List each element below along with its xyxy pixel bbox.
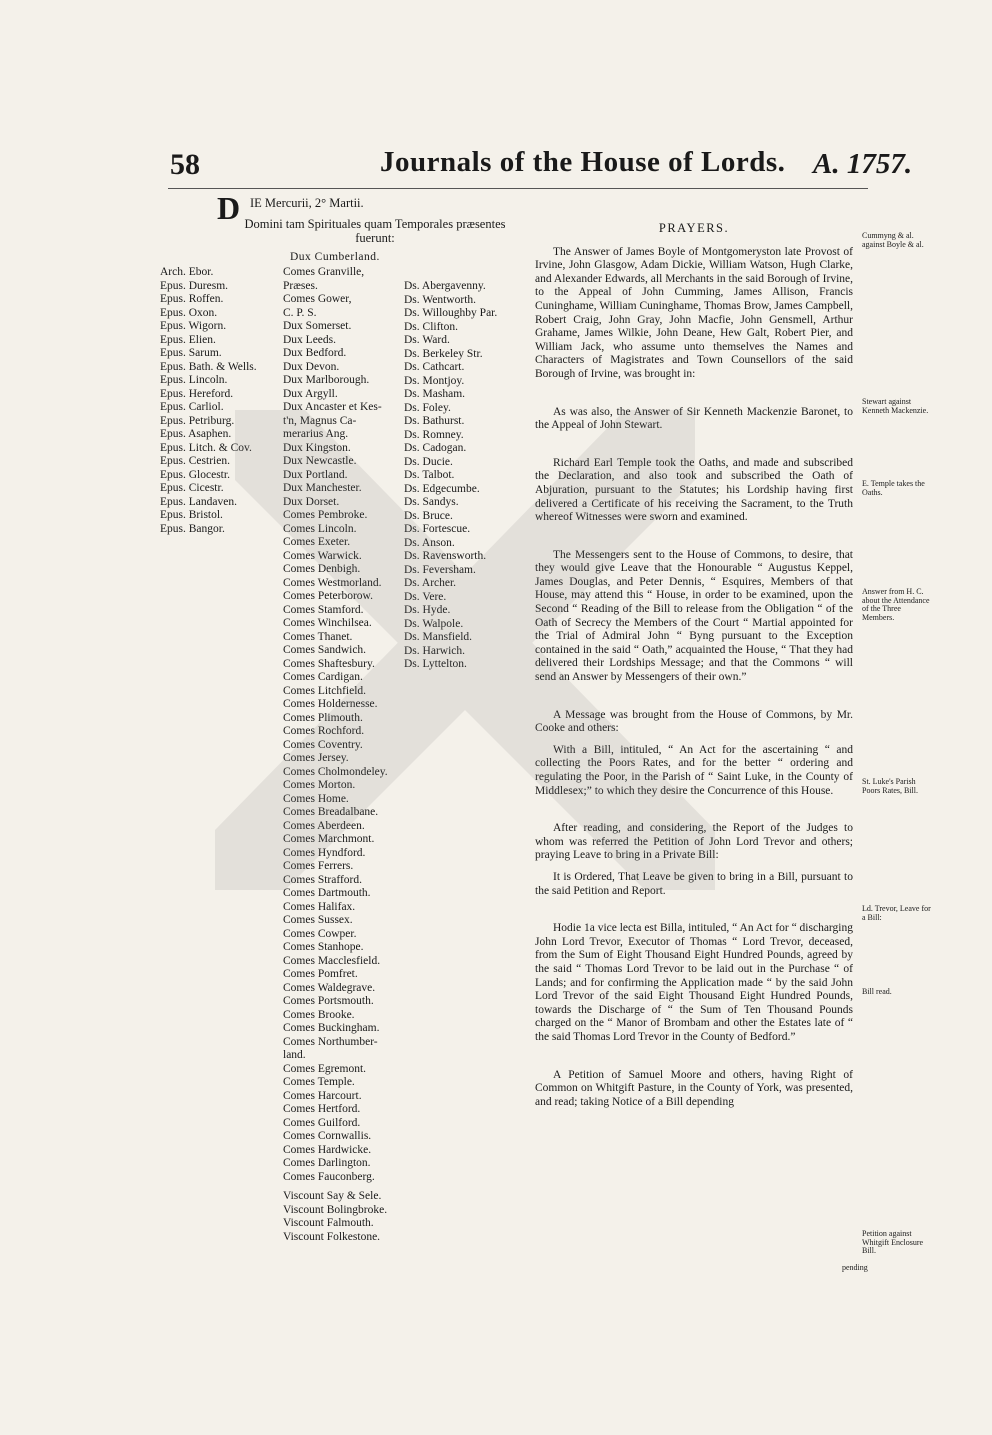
temporal-entry: Dux Somerset. (283, 320, 352, 332)
temporal-entry: Comes Gower, (283, 293, 352, 305)
temporal-entry: Dux Marlborough. (283, 374, 370, 386)
temporal-entry: Dux Manchester. (283, 482, 362, 494)
date-line: IE Mercurii, 2° Martii. (250, 196, 364, 210)
barons-list (404, 280, 497, 672)
temporal-entry: Comes Guilford. (283, 1116, 361, 1129)
temporal-entry: Comes Macclesfield. (283, 954, 381, 967)
barons-entry: Ds. Archer. (404, 577, 457, 589)
temporal-entry: Comes Peterborow. (283, 590, 373, 602)
spiritual-entry: Epus. Sarum. (160, 347, 222, 359)
temporal-entry: Comes Stamford. (283, 603, 364, 616)
temporal-entry: Comes Morton. (283, 779, 356, 791)
temporal-entry: Comes Sandwich. (283, 644, 367, 656)
temporal-entry: merarius Ang. (283, 428, 349, 440)
temporal-entry: Dux Newcastle. (283, 455, 357, 467)
spiritual-entry: Epus. Bristol. (160, 509, 223, 521)
barons-entry: Ds. Bathurst. (404, 415, 465, 427)
spiritual-entry: Epus. Cicestr. (160, 482, 224, 494)
paragraph-cummyng-answer: The Answer of James Boyle of Montgomeryston late Provost of Irvine, John Glasgow, Adam Dickie, William Watson, Hugh Clarke, and Alexander Edwards, all Merchants in the said Borough of Irvine, to the Appeal of John Cumming, James Allison, Francis Cuninghame, William Cuninghame, Thomas Brow, James Campbell, Robert Craig, John Gray, John Macfie, John Gensmell, Arthur Grahame, James Wilkie, John Deane, Hew Galt, Robert Pier, and William Jack, who assume unto themselves the Names and Characters of Magistrates and Town Counsellors of the said Borough of Irvine, was brought in: (535, 245, 853, 380)
spiritual-entry: Epus. Cestrien. (160, 455, 230, 467)
margin-note-whitgift: Petition against Whitgift Enclosure Bill. (862, 1229, 924, 1256)
spiritual-entry: Epus. Hereford. (160, 387, 234, 400)
temporal-entry: Dux Devon. (283, 360, 340, 373)
temporal-entry: Comes Dartmouth. (283, 887, 371, 899)
spiritual-entry: Epus. Litch. & Cov. (160, 441, 252, 454)
temporal-entry: Comes Cornwallis. (283, 1130, 372, 1142)
prayers-column (535, 222, 853, 1117)
temporal-entry: Comes Plimouth. (283, 711, 363, 724)
spiritual-entry: Arch. Ebor. (160, 266, 214, 278)
spiritual-entry: Epus. Roffen. (160, 293, 224, 305)
temporal-entry: Viscount Bolingbroke. (283, 1203, 388, 1216)
temporal-entry: Comes Coventry. (283, 738, 363, 751)
temporal-lords-list (283, 266, 388, 1244)
temporal-entry: Comes Westmorland. (283, 576, 382, 589)
spiritual-entry: Epus. Bath. & Wells. (160, 360, 257, 373)
barons-entry: Ds. Clifton. (404, 320, 458, 333)
barons-entry: Ds. Harwich. (404, 644, 465, 657)
barons-entry: Ds. Cathcart. (404, 361, 465, 373)
temporal-entry: Dux Bedford. (283, 347, 347, 359)
temporal-entry: Comes Thanet. (283, 630, 353, 643)
temporal-entry: Comes Lincoln. (283, 522, 357, 535)
page-title: Journals of the House of Lords. (380, 146, 786, 178)
temporal-entry: Viscount Falmouth. (283, 1217, 374, 1229)
margin-note-stewart: Stewart against Kenneth Mackenzie. (862, 397, 929, 415)
temporal-entry: Comes Pomfret. (283, 968, 358, 980)
temporal-entry: Comes Pembroke. (283, 509, 368, 521)
temporal-entry: Comes Brooke. (283, 1008, 355, 1021)
barons-entry: Ds. Ravensworth. (404, 550, 487, 562)
spiritual-lords-list (160, 266, 257, 536)
barons-entry: Ds. Walpole. (404, 617, 464, 630)
temporal-entry: Dux Argyll. (283, 387, 338, 400)
barons-entry: Ds. Anson. (404, 536, 455, 549)
temporal-entry: Comes Stanhope. (283, 941, 364, 953)
temporal-entry: Comes Shaftesbury. (283, 657, 375, 670)
barons-entry: Ds. Edgecumbe. (404, 482, 480, 495)
temporal-entry: Comes Cardigan. (283, 671, 363, 683)
spiritual-entry: Epus. Wigorn. (160, 320, 227, 332)
temporal-entry: Comes Portsmouth. (283, 995, 374, 1007)
temporal-entry: Comes Halifax. (283, 900, 356, 913)
paragraph-stewart-answer: As was also, the Answer of Sir Kenneth Mackenzie Baronet, to the Appeal of John Stewart. (535, 405, 853, 432)
spiritual-entry: Epus. Asaphen. (160, 428, 232, 440)
barons-entry: Ds. Lyttelton. (404, 658, 467, 670)
page-year: A. 1757. (813, 148, 913, 180)
temporal-entry: Comes Jersey. (283, 752, 349, 764)
temporal-entry: Comes Sussex. (283, 914, 353, 926)
barons-entry: Ds. Willoughby Par. (404, 307, 498, 319)
temporal-entry: Comes Winchilsea. (283, 617, 372, 629)
barons-entry: Ds. Ward. (404, 334, 450, 346)
temporal-entry: Viscount Folkestone. (283, 1230, 381, 1243)
spiritual-entry: Epus. Landaven. (160, 495, 237, 508)
margin-note-pending: pending (842, 1263, 868, 1272)
drop-cap: D (217, 190, 241, 226)
paragraph-temple-oaths: Richard Earl Temple took the Oaths, and made and subscribed the Declaration, and also took and subscribed the Oath of Abjuration, pursuant to the Statutes; his Lordship having first delivered a Certificate of his receiving the Sacrament, to the Truth whereof Witnesses were sworn and examined. (535, 456, 853, 524)
temporal-entry: Comes Waldegrave. (283, 981, 376, 994)
temporal-entry: Comes Buckingham. (283, 1022, 380, 1034)
barons-entry: Ds. Abergavenny. (404, 280, 486, 292)
temporal-entry: Comes Home. (283, 792, 349, 805)
spiritual-entry: Epus. Lincoln. (160, 374, 228, 386)
spiritual-entry: Epus. Oxon. (160, 306, 218, 319)
paragraph-message-commons: A Message was brought from the House of Commons, by Mr. Cooke and others: (535, 708, 853, 735)
temporal-entry: Comes Holdernesse. (283, 698, 378, 710)
temporal-entry: Præses. (283, 279, 318, 292)
temporal-entry: Comes Fauconberg. (283, 1170, 375, 1183)
barons-entry: Ds. Ducie. (404, 455, 453, 468)
margin-note-trevor-leave: Ld. Trevor, Leave for a Bill: (862, 904, 931, 922)
temporal-entry: Comes Hertford. (283, 1103, 361, 1115)
temporal-entry: Comes Rochford. (283, 725, 365, 737)
temporal-entry: Dux Kingston. (283, 441, 351, 454)
paragraph-trevor-report: After reading, and considering, the Report of the Judges to whom was referred the Petition of John Lord Trevor and others; praying Leave to bring in a Private Bill: (535, 822, 853, 862)
temporal-entry: Comes Harcourt. (283, 1089, 362, 1102)
temporal-entry: Comes Darlington. (283, 1157, 371, 1169)
margin-note-commons: Answer from H. C. about the Attendance of the Three Members. (862, 587, 930, 622)
temporal-heading: Dux Cumberland. (290, 251, 380, 263)
paragraph-trevor-bill: Hodie 1a vice lecta est Billa, intituled, “ An Act for “ discharging John Lord Trevor, Executor of Thomas “ Lord Trevor, deceased, from the Sum of Eight Thousand Eight Hundred Pounds, agreed by the said “ Thomas Lord Trevor to be laid out in the Purchase “ of Lands; and for confirming the Application made “ by the said John Lord Trevor of the said Eight Thousand Eight Hundred Pounds, towards the Discharge of “ the Sum of Ten Thousand Pounds charged on the “ Manor of Brombam and other the Estates late of “ the said Thomas Lord Trevor in the County of Bedford.” (535, 922, 853, 1043)
temporal-entry: Comes Marchmont. (283, 833, 375, 845)
temporal-entry: Viscount Say & Sele. (283, 1190, 382, 1202)
paragraph-poors-rates-bill: With a Bill, intituled, “ An Act for the ascertaining “ and collecting the Poors Rates, and for the better “ ordering and regulating the Poor, in the Parish of “ Saint Luke, in the County of Middlesex;” to which they desire the Concurrence of this House. (535, 743, 853, 797)
temporal-entry: Comes Northumber- (283, 1035, 378, 1048)
temporal-entry: Comes Cholmondeley. (283, 765, 388, 778)
barons-entry: Ds. Cadogan. (404, 442, 467, 454)
temporal-entry: Comes Granville, (283, 266, 365, 278)
margin-note-st-lukes: St. Luke's Parish Poors Rates, Bill. (862, 777, 919, 795)
temporal-entry: Comes Strafford. (283, 873, 363, 886)
margin-note-temple: E. Temple takes the Oaths. (862, 479, 925, 497)
temporal-entry: Comes Ferrers. (283, 860, 354, 872)
barons-entry: Ds. Bruce. (404, 509, 453, 522)
spiritual-entry: Epus. Duresm. (160, 279, 229, 292)
margin-note-cummyng: Cummyng & al. against Boyle & al. (862, 231, 924, 249)
barons-entry: Ds. Romney. (404, 428, 464, 441)
barons-entry: Ds. Feversham. (404, 563, 476, 576)
barons-entry: Ds. Talbot. (404, 469, 455, 481)
spiritual-entry: Epus. Elien. (160, 333, 216, 346)
temporal-entry: Dux Ancaster et Kes- (283, 401, 382, 413)
temporal-entry: C. P. S. (283, 306, 317, 319)
page-number: 58 (170, 148, 200, 181)
spiritual-entry: Epus. Petriburg. (160, 414, 235, 427)
temporal-entry: Comes Cowper. (283, 927, 357, 940)
barons-entry: Ds. Fortescue. (404, 523, 471, 535)
temporal-entry: t'n, Magnus Ca- (283, 414, 357, 427)
attendance-heading: Domini tam Spirituales quam Temporales præsentes fuerunt: (244, 217, 506, 245)
margin-note-bill-read: Bill read. (862, 987, 892, 996)
barons-entry: Ds. Wentworth. (404, 293, 477, 306)
barons-entry: Ds. Montjoy. (404, 374, 465, 387)
spiritual-entry: Epus. Glocestr. (160, 468, 230, 481)
spiritual-entry: Epus. Carliol. (160, 401, 224, 413)
temporal-entry: Comes Warwick. (283, 549, 362, 562)
barons-entry: Ds. Sandys. (404, 496, 459, 508)
temporal-entry: Comes Denbigh. (283, 563, 361, 575)
barons-entry: Ds. Mansfield. (404, 631, 473, 643)
prayers-heading: PRAYERS. (658, 221, 730, 235)
temporal-entry: Comes Breadalbane. (283, 806, 379, 818)
spiritual-entry: Epus. Bangor. (160, 522, 225, 535)
paragraph-whitgift-petition: A Petition of Samuel Moore and others, having Right of Common on Whitgift Pasture, in the County of York, was presented, and read; taking Notice of a Bill depending (535, 1068, 853, 1108)
temporal-entry: Comes Litchfield. (283, 684, 367, 697)
temporal-entry: Dux Dorset. (283, 495, 340, 508)
temporal-entry: Dux Leeds. (283, 333, 337, 346)
temporal-entry: Comes Exeter. (283, 536, 351, 548)
temporal-entry: Comes Hardwicke. (283, 1143, 372, 1156)
barons-entry: Ds. Vere. (404, 590, 447, 603)
header-rule (168, 188, 868, 189)
temporal-entry: Comes Hyndford. (283, 846, 366, 859)
paragraph-commons-answer: The Messengers sent to the House of Commons, to desire, that they would give Leave that the Honourable “ Augustus Keppel, James Douglas, and Peter Dennis, “ Esquires, Members of that House, may attend this “ House, in order to be examined, upon the Second “ Reading of the Bill to release from the Obligation “ of the Oath of Secrecy the Members of the Court “ Martial appointed for the Trial of Admiral John “ Byng pursuant to the Exception contained in the said “ Oath,” acquainted the House, “ That they had delivered their Lordships Message; and that the Commons “ will send an Answer by Messengers of their own.” (535, 548, 853, 684)
temporal-entry: Comes Egremont. (283, 1062, 367, 1075)
paragraph-ordered: It is Ordered, That Leave be given to bring in a Bill, pursuant to the said Petition and Report. (535, 870, 853, 897)
barons-entry: Ds. Hyde. (404, 604, 451, 616)
temporal-entry: Comes Aberdeen. (283, 819, 365, 832)
barons-entry: Ds. Masham. (404, 388, 466, 400)
temporal-entry: Dux Portland. (283, 468, 348, 481)
barons-entry: Ds. Foley. (404, 401, 451, 414)
temporal-entry: Comes Temple. (283, 1076, 355, 1088)
temporal-entry: land. (283, 1049, 306, 1061)
barons-entry: Ds. Berkeley Str. (404, 347, 483, 360)
